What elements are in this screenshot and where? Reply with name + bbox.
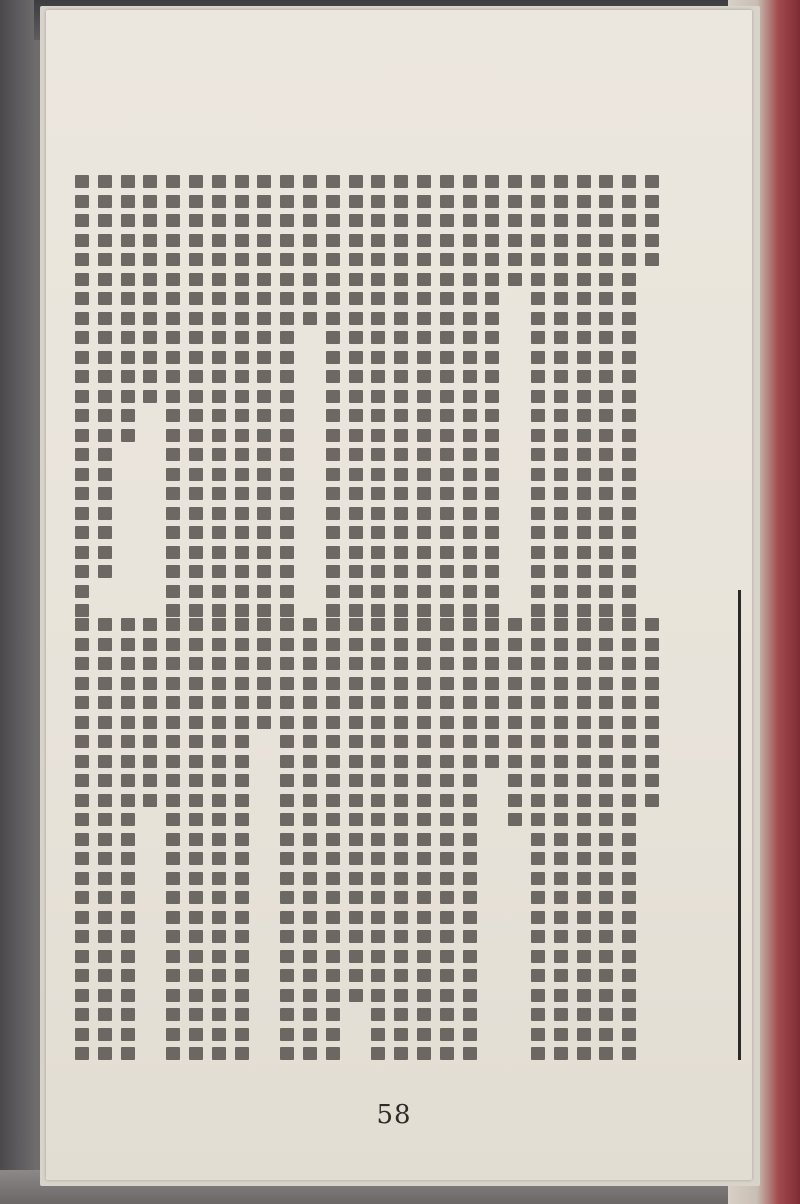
background-left xyxy=(0,0,34,1204)
column-rule xyxy=(738,590,741,1060)
page-number: 58 xyxy=(376,1100,412,1130)
book-page xyxy=(46,10,752,1180)
